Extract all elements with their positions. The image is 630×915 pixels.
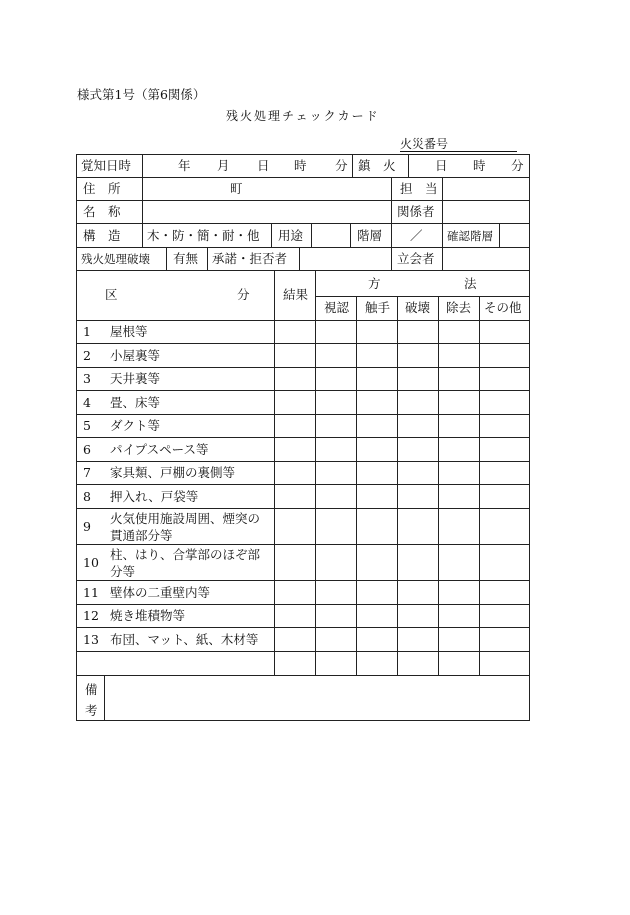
umu-label: 有無 [173,251,199,266]
item-text: 火気使用施設周囲、煙突の貫通部分等 [110,511,261,543]
col-line [299,247,300,270]
item-text: 畳、床等 [110,395,161,410]
item-text: 家具類、戸棚の裏側等 [110,465,236,480]
hour-unit: 時 [294,158,307,173]
kakunin-kaiso-label: 確認階層 [447,229,493,243]
item-number: 3 [83,371,91,386]
col-line [207,247,208,270]
row-line [77,437,529,438]
row-line [77,627,529,628]
method-header-line [315,296,529,297]
sub-col-touch: 触手 [365,300,391,315]
tachiai-label: 立会者 [397,251,435,266]
item-number: 10 [83,555,99,570]
sub-col-destroy: 破壊 [405,300,431,315]
structure-options: 木・防・簡・耐・他 [147,228,260,243]
sub-col-remove: 除去 [446,300,472,315]
structure-label: 構 造 [83,228,121,243]
method-header-2: 法 [464,276,477,291]
destruction-label: 残火処理破壊 [81,252,150,266]
kakuchi-label: 覚知日時 [81,158,132,173]
item-number: 8 [83,489,91,504]
kaiso-slash: ／ [410,228,423,243]
row-line [77,343,529,344]
kubun-header-1: 区 [105,287,118,302]
row-line [77,177,529,178]
item-text: 小屋裏等 [110,348,161,363]
col-line [442,177,443,223]
item-number: 2 [83,348,91,363]
tanto-label: 担 当 [400,181,438,196]
kankeisha-label: 関係者 [397,204,435,219]
item-number: 11 [83,585,99,600]
col-line [356,296,357,675]
remarks-field[interactable] [105,676,529,720]
col-line [271,223,272,247]
item-number: 12 [83,608,99,623]
item-text: 屋根等 [110,324,148,339]
yoto-label: 用途 [278,228,304,243]
kaiso-label: 階層 [357,228,383,243]
result-header: 結果 [283,287,309,302]
row-line [77,320,529,321]
form-id: 様式第1号（第6関係） [77,87,206,102]
document-title: 残火処理チェックカード [226,109,380,123]
row-line [77,223,529,224]
item-number: 13 [83,632,99,647]
item-number: 6 [83,442,91,457]
row-line [77,484,529,485]
row-line [77,604,529,605]
item-text: 焼き堆積物等 [110,608,186,623]
item-number: 1 [83,324,91,339]
col-line [438,296,439,675]
minute-unit: 分 [335,158,348,173]
chinka-label: 鎮 火 [358,158,396,173]
row-line [77,508,529,509]
sub-col-visual: 視認 [324,300,350,315]
row-line [77,651,529,652]
chinka-minute-unit: 分 [511,158,524,173]
item-number: 7 [83,465,91,480]
row-line [77,247,529,248]
row-line [77,200,529,201]
col-line [391,223,392,247]
col-line [166,247,167,270]
town-unit: 町 [230,181,243,196]
row-line [77,270,529,271]
chinka-hour-unit: 時 [473,158,486,173]
check-card-table [76,154,530,721]
fire-number-field[interactable] [400,138,517,152]
name-label: 名 称 [83,204,121,219]
col-line [315,270,316,675]
fire-number-label: 火災番号 [400,137,449,151]
col-line [274,270,275,675]
col-line [350,223,351,247]
col-line [479,296,480,675]
col-line [442,223,443,247]
col-line [352,155,353,177]
col-line [442,247,443,270]
col-line [391,177,392,223]
col-line [499,223,500,247]
item-number: 5 [83,418,91,433]
item-text: 壁体の二重壁内等 [110,585,211,600]
row-line [77,390,529,391]
col-line [142,223,143,247]
month-unit: 月 [217,158,230,173]
col-line [142,155,143,177]
item-text: ダクト等 [110,418,161,433]
col-line [142,177,143,223]
day-unit: 日 [257,158,270,173]
item-text: パイプスペース等 [110,442,209,457]
method-header-1: 方 [368,276,381,291]
sub-col-other: その他 [484,300,522,315]
col-line [397,296,398,675]
item-text: 布団、マット、紙、木材等 [110,632,259,647]
remarks-label-2: 考 [85,703,98,718]
consent-label: 承諾・拒否者 [212,251,288,266]
row-line [77,414,529,415]
item-text: 天井裏等 [110,371,161,386]
address-label: 住 所 [83,181,121,196]
kubun-header-2: 分 [237,287,250,302]
item-number: 4 [83,395,91,410]
col-line [311,223,312,247]
col-line [408,155,409,177]
row-line [77,367,529,368]
item-text: 柱、はり、合掌部のほぞ部分等 [110,547,261,579]
chinka-day-unit: 日 [435,158,448,173]
year-unit: 年 [178,158,191,173]
row-line [77,461,529,462]
col-line [391,247,392,270]
item-number: 9 [83,519,91,534]
item-text: 押入れ、戸袋等 [110,489,199,504]
remarks-label-1: 備 [85,682,98,697]
